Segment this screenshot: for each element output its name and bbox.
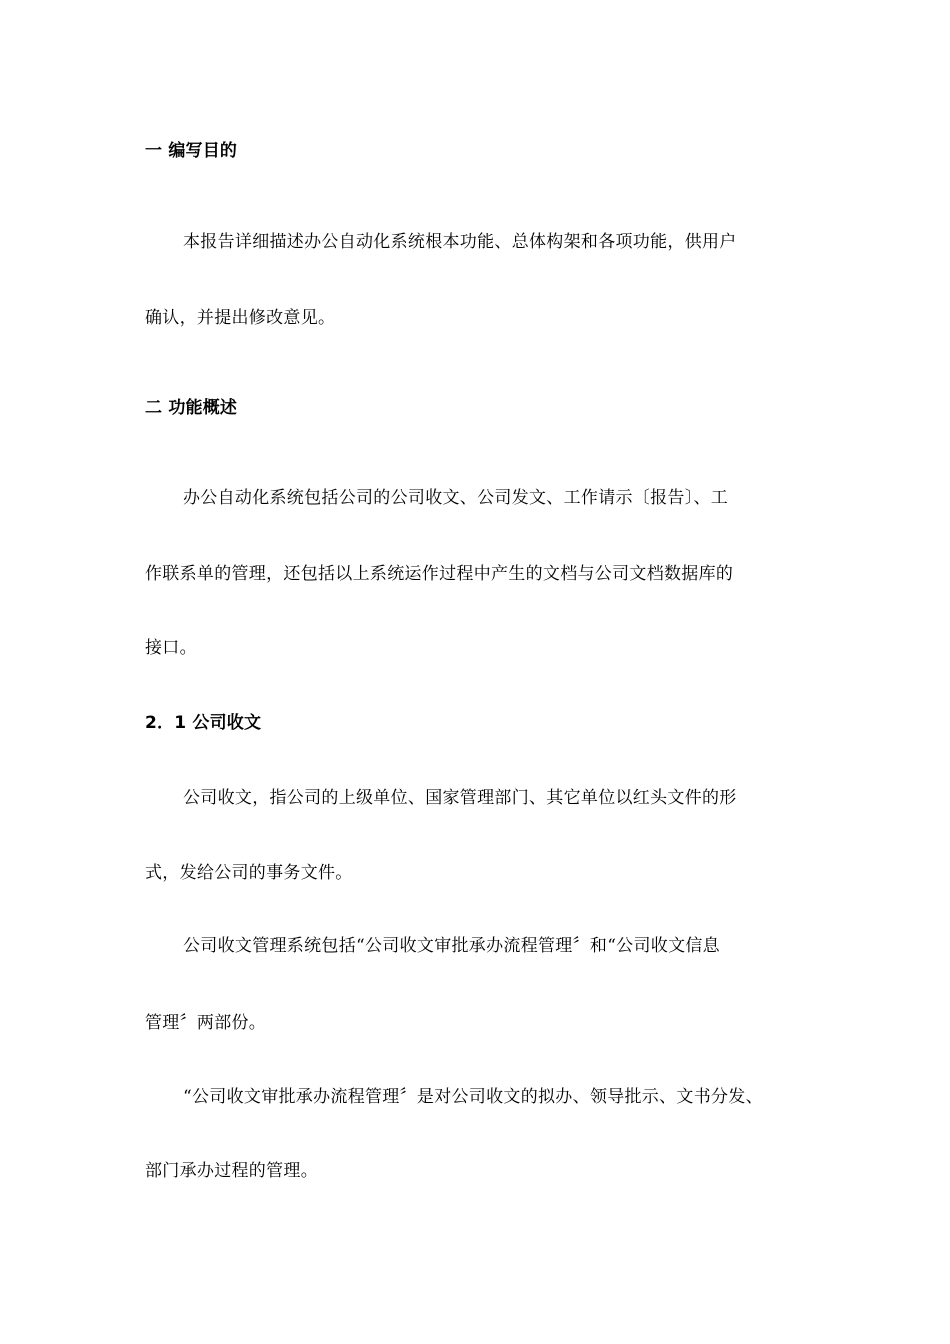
paragraph-line: 公司收文，指公司的上级单位、国家管理部门、其它单位以红头文件的形 xyxy=(183,788,737,808)
paragraph-line: 管理〞两部份。 xyxy=(145,1013,267,1033)
paragraph-line: “公司收文审批承办流程管理〞是对公司收文的拟办、领导批示、文书分发、 xyxy=(183,1087,763,1107)
paragraph-line: 公司收文管理系统包括“公司收文审批承办流程管理〞和“公司收文信息 xyxy=(183,936,720,956)
paragraph-line: 部门承办过程的管理。 xyxy=(145,1161,318,1181)
section-heading-incoming-documents: 2．1 公司收文 xyxy=(145,713,262,733)
paragraph-line: 作联系单的管理，还包括以上系统运作过程中产生的文档与公司文档数据库的 xyxy=(145,564,734,584)
paragraph-line: 办公自动化系统包括公司的公司收文、公司发文、工作请示〔报告〕、工 xyxy=(183,488,729,508)
section-heading-purpose: 一 编写目的 xyxy=(145,141,238,161)
section-heading-overview: 二 功能概述 xyxy=(145,398,238,418)
paragraph-line: 本报告详细描述办公自动化系统根本功能、总体构架和各项功能，供用户 xyxy=(183,232,737,252)
paragraph-line: 确认，并提出修改意见。 xyxy=(145,308,336,328)
paragraph-line: 接口。 xyxy=(145,638,197,658)
paragraph-line: 式，发给公司的事务文件。 xyxy=(145,863,353,883)
